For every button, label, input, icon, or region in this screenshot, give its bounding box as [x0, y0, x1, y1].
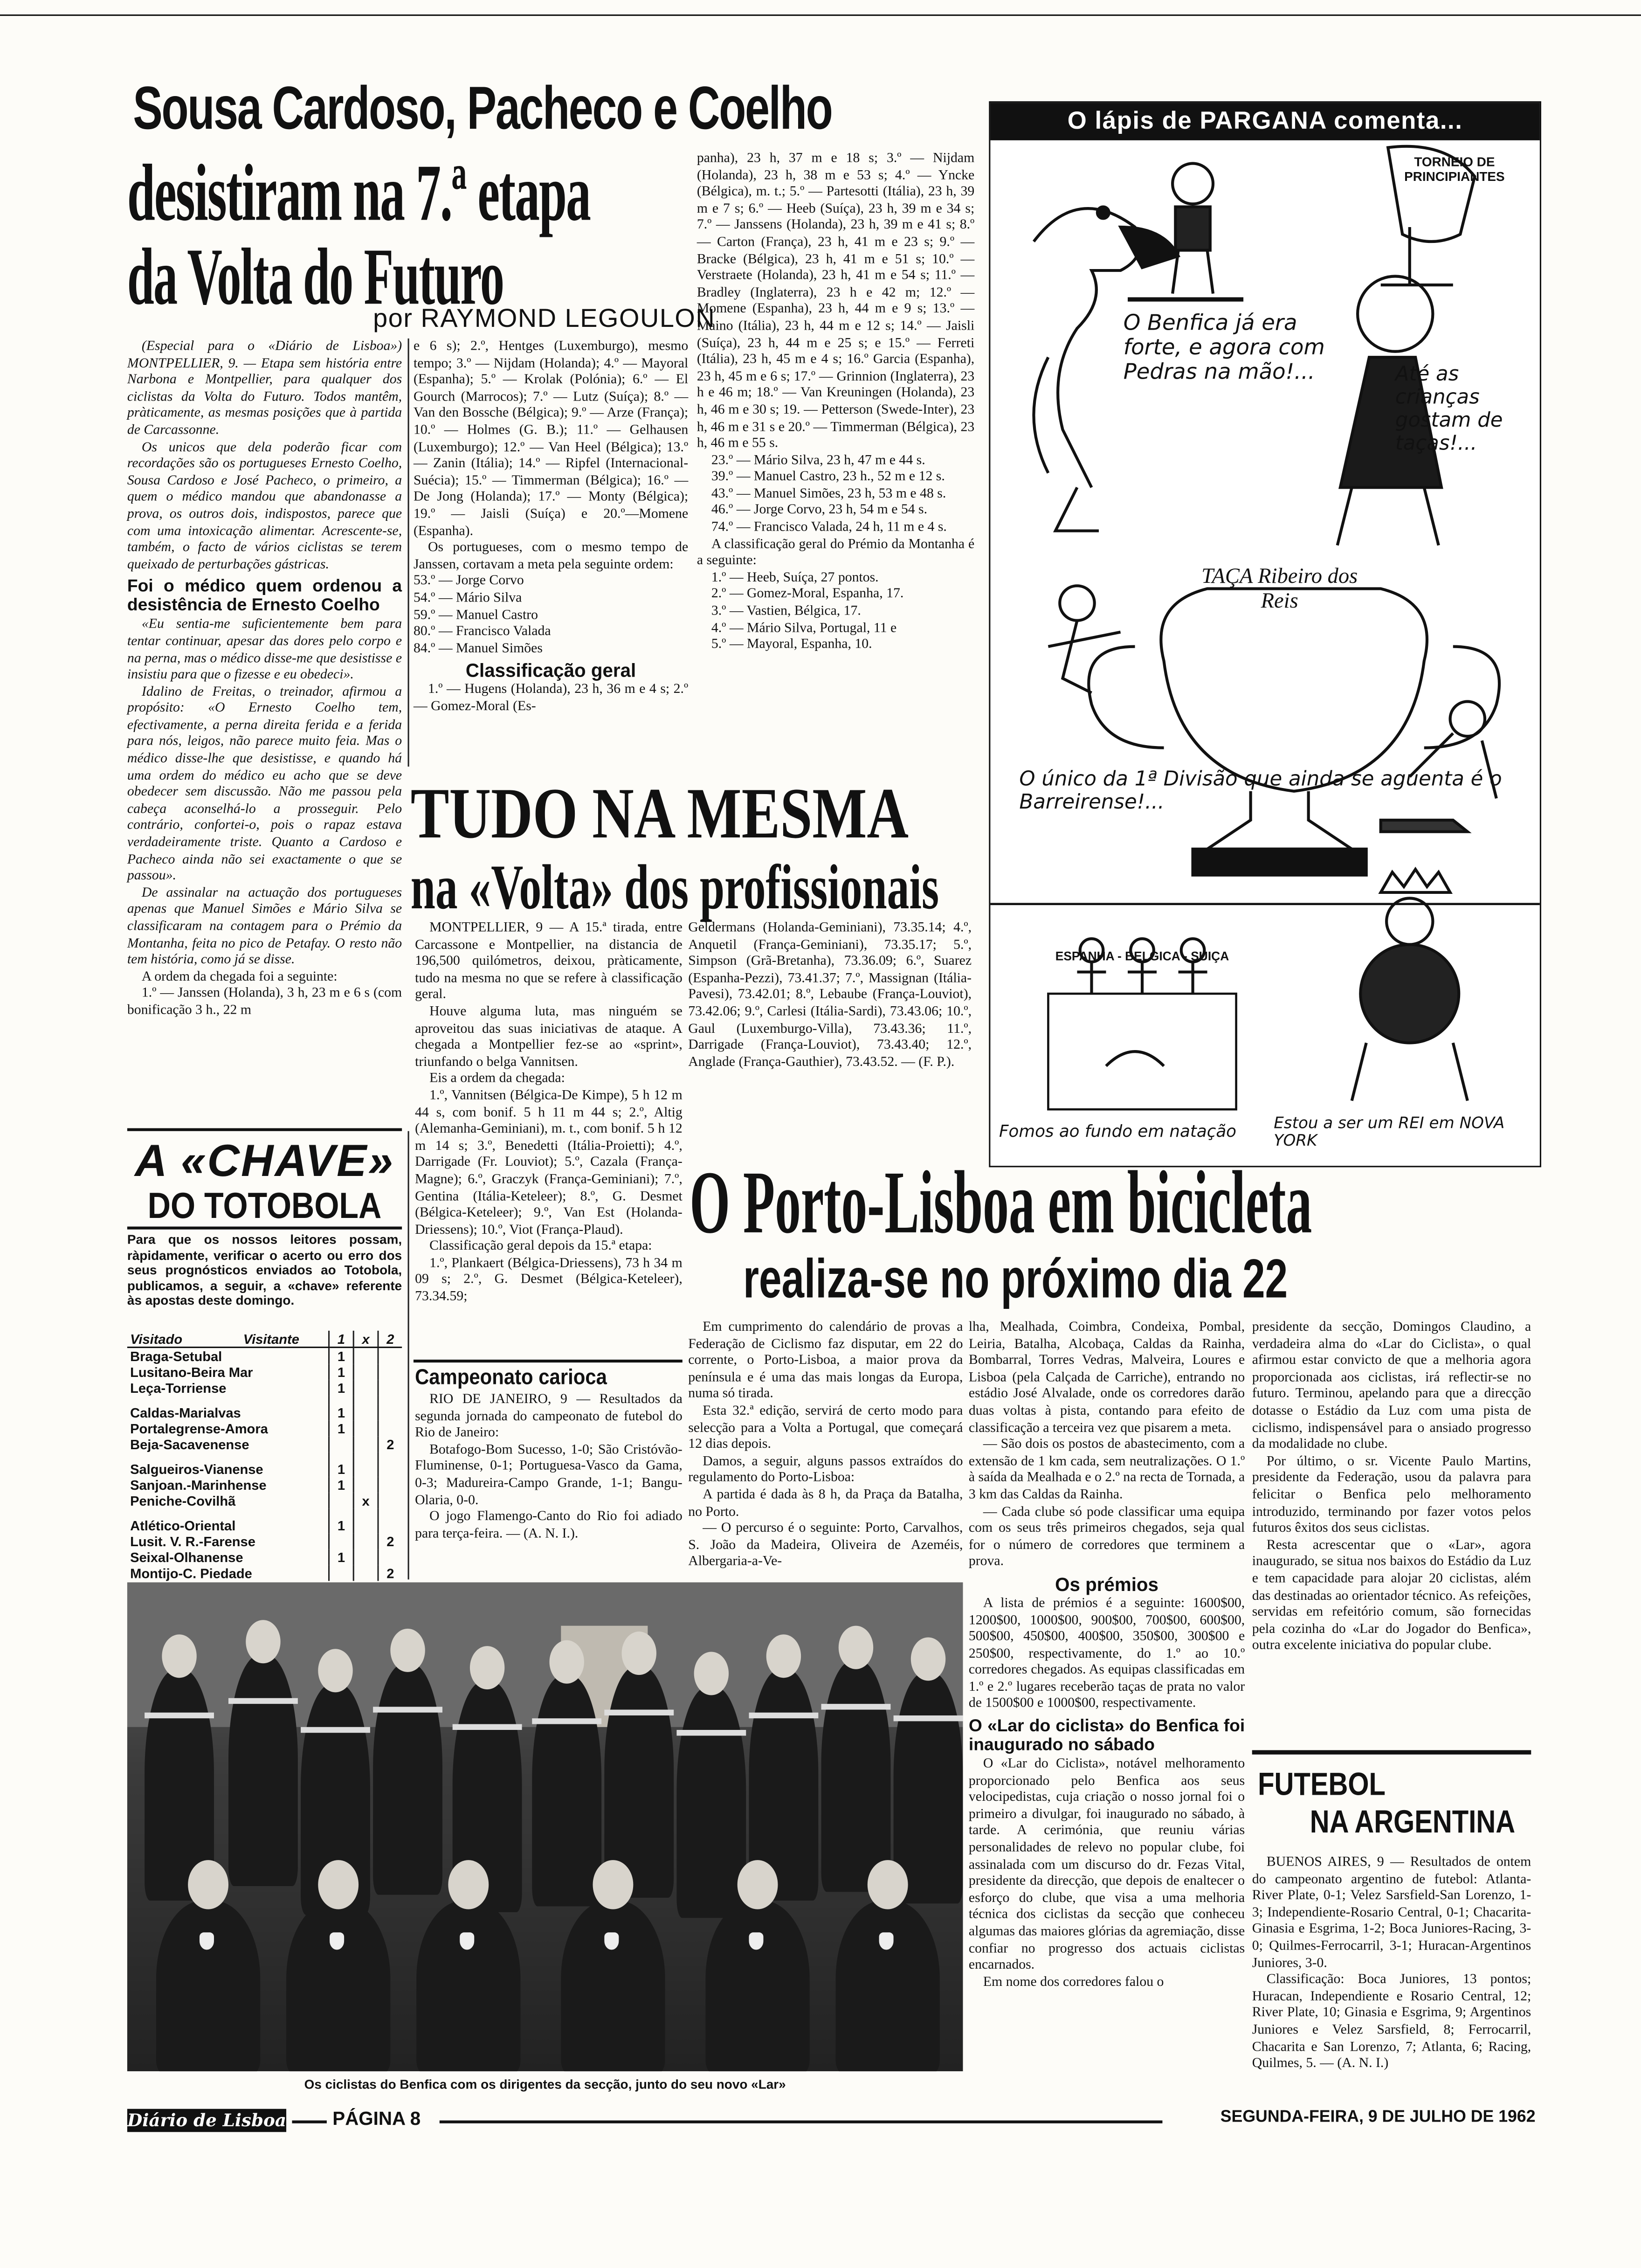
totobola-box [127, 1128, 402, 1230]
totobola-row [127, 1404, 402, 1420]
king-head [1386, 898, 1433, 944]
person-figure [373, 1663, 442, 1895]
cartoon-balloon-1: O Benfica já era forte, e agora com Pedras na mão!... [1123, 309, 1325, 385]
person-figure [821, 1660, 891, 1892]
paragraph: Botafogo-Bom Sucesso, 1-0; São Cristóvão-Fluminense, 0-1; Portuguesa-Vasco da Gama, 0-3; Madureira-Campo Grande, 1-1; Bangu-Olaria, 0-0. [415, 1442, 683, 1508]
carioca-top-rule [414, 1360, 683, 1362]
cartoon-bottom-right: Estou a ser um REI em NOVA YORK [1274, 1113, 1505, 1150]
paragraph: A partida é dada às 8 h, da Praça da Batalha, no Porto. [688, 1487, 963, 1520]
header-2: 2 [378, 1331, 402, 1348]
paragraph: presidente da secção, Domingos Claudino, a verdadeira alma do «Lar do Ciclista», o qual afirmou estar convicto de que a melhoria agora proporcionada aos ciclistas, irá reflectir-se no futuro. Terminou, apelando para que a direcção dotasse o Estádio da Luz com uma pista de ciclismo, indispensável para o ansiado progresso da modalidade no clube. [1252, 1319, 1531, 1452]
paragraph: 4.º — Mário Silva, Portugal, 11 e [711, 620, 897, 636]
eagle-beak [1121, 227, 1179, 268]
person-face [390, 1629, 425, 1672]
article2-column-2 [688, 920, 972, 1071]
kid-head-1 [1060, 586, 1094, 620]
jersey-stripe [145, 1713, 214, 1718]
child-body [1175, 207, 1210, 250]
result-cell [353, 1380, 378, 1396]
paragraph: Em nome dos corredores falou o [983, 1974, 1164, 1990]
person-figure [561, 1901, 665, 2071]
person-face [839, 1626, 873, 1669]
result-cell [353, 1348, 378, 1364]
result-cell [378, 1517, 402, 1533]
result-cell: 2 [378, 1533, 402, 1549]
team-photo [127, 1583, 963, 2071]
match-name: Atlético-Oriental [130, 1517, 236, 1534]
cartoon-drawing [990, 140, 1539, 1166]
jersey-stripe [604, 1710, 674, 1715]
carioca-body [415, 1391, 683, 1542]
result-cell: 1 [329, 1549, 354, 1565]
result-cell [353, 1452, 378, 1461]
result-cell [378, 1404, 402, 1420]
result-cell [378, 1508, 402, 1517]
header-1: 1 [329, 1331, 354, 1348]
match-name [127, 1452, 329, 1461]
paragraph: De assinalar na actuação dos portugueses apenas que Manuel Simões e Mário Silva se classificaram na contagem para o Prémio da Montanha, feita no pico de Petafay. O resto não tem história, como já se disse. [127, 885, 402, 968]
match-name: Montijo-C. Piedade [130, 1565, 252, 1581]
paragraph: A ordem da chegada foi a seguinte: [141, 968, 338, 985]
person-face [162, 1634, 196, 1678]
child-legs [1172, 250, 1213, 294]
result-cell [329, 1452, 354, 1461]
benfica-crest-icon [604, 1932, 619, 1950]
match-name: Lusit. V. R.-Farense [130, 1533, 255, 1549]
paragraph: — Cada clube só pode classificar uma equipa com os seus três primeiros chegados, seja qual for o número de corredores que terminem a prova. [968, 1503, 1245, 1570]
totobola-row [127, 1477, 402, 1493]
result-cell [329, 1396, 354, 1404]
person-face [188, 1860, 228, 1909]
trophy-label: TORNEIO DE PRINCIPIANTES [1404, 154, 1505, 184]
paragraph: A lista de prémios é a seguinte: 1600$00, 1200$00, 1000$00, 900$00, 700$00, 600$00, 500$00, 450$00, 400$00, 350$00, 300$00 e 250$00, respectivamente, do 1.º ao 10.º corredores chegados. As equipas classificadas em 1.º e 2.º lugares receberão taças de prata no valor de 1500$00 e 1000$00, respectivamente. [968, 1595, 1245, 1712]
jersey-stripe [228, 1698, 298, 1704]
photo-caption: Os ciclistas do Benfica com os dirigentes da secção, junto do seu novo «Lar» [304, 2077, 786, 2092]
person-figure [286, 1901, 390, 2071]
person-figure [156, 1901, 260, 2071]
person-figure [416, 1901, 520, 2071]
article1-column-2 [414, 339, 688, 715]
result-cell [329, 1493, 354, 1508]
paragraph: 39.º — Manuel Castro, 23 h., 52 m e 12 s. [711, 469, 945, 485]
result-cell: 2 [378, 1565, 402, 1581]
jersey-stripe [821, 1704, 891, 1709]
paragraph: RIO DE JANEIRO, 9 — Resultados da segunda jornada do campeonato de futebol do Rio de Janeiro: [415, 1391, 683, 1441]
result-cell: 1 [329, 1477, 354, 1493]
article2-headline-1: TUDO NA MESMA [410, 772, 909, 854]
paragraph: Em cumprimento do calendário de provas a Federação de Ciclismo faz disputar, em 22 do corrente, o Porto-Lisboa, a maior prova da península e é uma das mais longas da Europa, numa só tirada. [688, 1319, 963, 1403]
article1-column-1 [127, 339, 402, 1019]
masthead-logo: Diário de Lisboa [127, 2109, 286, 2132]
paragraph: 3.º — Vastien, Bélgica, 17. [711, 603, 861, 619]
totobola-row [127, 1420, 402, 1436]
result-cell [329, 1508, 354, 1517]
benfica-crest-icon [330, 1932, 344, 1950]
person-face [470, 1646, 504, 1689]
match-name: Leça-Torriense [130, 1380, 227, 1396]
paragraph: Idalino de Freitas, o treinador, afirmou a propósito: «O Ernesto Coelho tem, efectivamente, a perna direita ferida e a ferida para nós, leigos, não parece muito feia. Mas o médico disse-lhe que desistisse, e quando há uma ordem do médico eu acho que se deve obedecer sem discussão. Não me passou pela cabeça aconselhá-lo a prosseguir. Pelo contrário, confortei-o, pois o rapaz estava verdadeiramente triste. Quanto a Cardoso e Pacheco ainda não sei exactamente o que se passou». [127, 684, 402, 885]
paragraph: — São dois os postos de abastecimento, com a extensão de 1 km cada, sem neutralizações. O 1.º à saída da Mealhada e o 2.º na recta de Tornada, a 3 km das Caldas da Rainha. [968, 1436, 1245, 1503]
page-date: SEGUNDA-FEIRA, 9 DE JULHO DE 1962 [1220, 2109, 1536, 2126]
result-cell [378, 1380, 402, 1396]
result-cell [353, 1420, 378, 1436]
paragraph: 74.º — Francisco Valada, 24 h, 11 m e 4 s. [711, 519, 947, 535]
benfica-crest-icon [749, 1932, 763, 1950]
result-cell: 1 [329, 1517, 354, 1533]
subheading: Os prémios [1055, 1573, 1158, 1596]
article3-column-1 [688, 1319, 963, 1570]
sunk-swimmer [1106, 1051, 1164, 1066]
paragraph: MONTPELLIER, 9 — A 15.ª tirada, entre Carcassone e Montpellier, na distancia de 196,500 quilómetros, deixou, pràticamente, tudo na mesma no que se refere à classificação geral. [415, 920, 683, 1003]
article1-headline-1: Sousa Cardoso, Pacheco e Coelho [133, 74, 832, 142]
paragraph: 59.º — Manuel Castro [413, 607, 538, 623]
jersey-stripe [749, 1713, 818, 1718]
person-face [911, 1637, 945, 1680]
header-visitado: Visitado [127, 1331, 200, 1348]
paragraph: 23.º — Mário Silva, 23 h, 47 m e 44 s. [711, 452, 925, 469]
totobola-row [127, 1452, 402, 1461]
article2-column-1 [415, 920, 683, 1306]
result-cell [378, 1452, 402, 1461]
person-face [593, 1860, 634, 1909]
paragraph: 1.º — Hugens (Holanda), 23 h, 36 m e 4 s; 2.º — Gomez-Moral (Es- [413, 681, 689, 715]
paragraph: Resta acrescentar que o «Lar», agora inaugurado, se situa nos baixos do Estádio da Luz e tem capacidade para alojar 20 ciclistas, além das destinadas ao orientador técnico. As refeições, servidas em refeitório comum, são fornecidas pela cozinha do «Lar do Jogador do Benfica», outra excelente iniciativa do popular clube. [1252, 1537, 1531, 1654]
person-figure [836, 1901, 940, 2071]
cartoon-banner: O lápis de PARGANA comenta... [990, 103, 1539, 140]
column-rule [408, 339, 409, 767]
jersey-stripe [453, 1724, 522, 1730]
paragraph: 1.º — Janssen (Holanda), 3 h, 23 m e 6 s (com bonificação 3 h., 22 m [127, 985, 402, 1018]
person-face [448, 1860, 489, 1909]
result-cell [378, 1364, 402, 1380]
article1-column-3 [697, 151, 974, 654]
paragraph: Classificação geral depois da 15.ª etapa: [429, 1238, 652, 1255]
totobola-row [127, 1549, 402, 1565]
totobola-row [127, 1396, 402, 1404]
paragraph: panha), 23 h, 37 m e 18 s; 3.º — Nijdam (Holanda), 23 h, 38 m e 53 s; 4.º — Yncke (Bélgica), m. t.; 5.º — Partesotti (Itália), 23 h, 39 m e 7 s; 6.º — Heeb (Suíça), 23 h, 39 m e 34 s; 7.º — Janssens (Holanda), 23 h, 39 m e 41 s; 8.º — Carton (França), 23 h, 41 m e 23 s; 9.º — Bracke (Bélgica), 23 h, 41 m e 51 s; 10.º — Verstraete (Holanda), 23 h, 41 m e 54 s; 11.º — Bradley (Inglaterra), 23 h e 42 m; 12.º — Momene (Espanha), 23 h, 44 m e 9 s; 13.º — Maino (Itália), 23 h, 44 m e 12 s; 14.º — Jaisli (Suíça), 23 h, 44 m e 25 s; e 15.º — Ferreti (Itália), 23 h, 45 m e 4 s; 16.º Garcia (Espanha), 23 h, 45 m e 6 s; 17.º — Grinnion (Inglaterra), 23 h e 46 m; 18.º — Van Kreuningen (Holanda), 23 h, 46 m e 30 s; 19. — Petterson (Swede-Inter), 23 h, 46 m e 31 s e 20.º — Timmerman (Bélgica), 23 h, 46 m e 55 s. [696, 150, 975, 452]
benfica-crest-icon [879, 1932, 894, 1950]
result-cell [353, 1396, 378, 1404]
totobola-row [127, 1380, 402, 1396]
person-face [766, 1634, 801, 1678]
paragraph: Esta 32.ª edição, servirá de certo modo para selecção para a Volta a Portugal, que começará 12 dias depois. [688, 1403, 963, 1452]
crown [1381, 869, 1450, 892]
totobola-row [127, 1461, 402, 1477]
article3-headline-2: realiza-se no próximo dia 22 [743, 1250, 1288, 1311]
result-cell [353, 1461, 378, 1477]
eagle-eye [1097, 207, 1109, 219]
totobola-title-2: DO TOTOBOLA [147, 1186, 382, 1227]
paragraph: Os unicos que dela poderão ficar com recordações são os portugueses Ernesto Coelho, Sousa Cardoso e José Pacheco, o primeiro, a quem o médico mandou que abandonasse a prova, os outros dois, indispostos, parece que com uma intoxicação alimentar. Acrescente-se, também, o facto de vários ciclistas se terem queixado de perturbações gástricas. [127, 439, 402, 573]
lying-kid [1381, 820, 1468, 832]
paragraph: BUENOS AIRES, 9 — Resultados de ontem do campeonato argentino de futebol: Atlanta-River Plate, 0-1; Velez Sarsfield-San Lorenzo, 1-3; Independiente-Rosario Central, 0-1; Chacarita-Ginasia e Esgrima, 1-2; Boca Juniores-Racing, 3-0; Quilmes-Ferrocarril, 3-1; Huracan-Argentinos Juniores, 3-0. [1252, 1854, 1531, 1971]
result-cell: 1 [329, 1348, 354, 1364]
jersey-stripe [301, 1727, 370, 1733]
result-cell: x [353, 1493, 378, 1508]
totobola-table-wrap [127, 1331, 402, 1581]
totobola-row [127, 1436, 402, 1452]
result-cell [378, 1396, 402, 1404]
totobola-row [127, 1565, 402, 1581]
match-name [127, 1508, 329, 1517]
totobola-row [127, 1508, 402, 1517]
article1-headline-2: desistiram na 7.ª etapa [127, 149, 590, 239]
eagle-legs [1034, 357, 1099, 531]
totobola-row [127, 1533, 402, 1549]
result-cell: 1 [329, 1461, 354, 1477]
person-figure [676, 1687, 746, 1918]
result-cell [378, 1549, 402, 1565]
person-figure [705, 1901, 809, 2071]
paragraph: — O percurso é o seguinte: Porto, Carvalhos, S. João da Madeira, Oliveira de Azeméis, Albergaria-a-Ve- [688, 1520, 963, 1570]
paragraph: Os portugueses, com o mesmo tempo de Janssen, cortavam a meta pela seguinte ordem: [413, 539, 689, 573]
paragraph: Eis a ordem da chegada: [429, 1071, 565, 1087]
result-cell [378, 1477, 402, 1493]
cup-handle-right [1424, 647, 1499, 748]
match-name: Peniche-Covilhã [130, 1493, 236, 1509]
carioca-title: Campeonato carioca [415, 1365, 607, 1390]
paragraph: A classificação geral do Prémio da Montanha é a seguinte: [696, 536, 975, 569]
paragraph: 54.º — Mário Silva [413, 590, 522, 606]
totobola-row [127, 1364, 402, 1380]
article3-column-3 [1252, 1319, 1531, 1654]
result-cell [353, 1364, 378, 1380]
footer-rule [440, 2121, 1163, 2123]
countries-label: ESPANHA - BELGICA - SUIÇA [1055, 948, 1229, 963]
match-name: Braga-Setubal [130, 1348, 222, 1364]
result-cell [353, 1565, 378, 1581]
benfica-crest-icon [200, 1932, 214, 1950]
paragraph: 2.º — Gomez-Moral, Espanha, 17. [711, 586, 904, 602]
paragraph: 1.º, Plankaert (Bélgica-Driessens), 73 h 34 m 09 s; 2.º, G. Desmet (Bélgica-Keteleer), 73.34.59; [415, 1255, 683, 1305]
result-cell: 1 [329, 1404, 354, 1420]
match-name: Seixal-Olhanense [130, 1549, 243, 1565]
article1-byline: por RAYMOND LEGOULON [373, 304, 716, 333]
totobola-row [127, 1348, 402, 1364]
paragraph: Houve alguma luta, mas ninguém se aproveitou das suas iniciativas de ataque. A chegada a Montpellier fez-se ao «sprint», triunfando o belga Vannitsen. [415, 1003, 683, 1070]
match-name [127, 1396, 329, 1404]
top-rule [0, 14, 1641, 16]
result-cell [353, 1436, 378, 1452]
totobola-row [127, 1517, 402, 1533]
result-cell [378, 1461, 402, 1477]
argentina-top-rule [1252, 1750, 1531, 1754]
cup-handle-left [1089, 647, 1164, 748]
person-face [738, 1860, 778, 1909]
person-face [318, 1649, 352, 1692]
article2-headline-2: na «Volta» dos profissionais [410, 852, 939, 923]
paragraph: O jogo Flamengo-Canto do Rio foi adiado para terça-feira. — (A. N. I.). [415, 1508, 683, 1542]
column-rule [408, 1131, 409, 1580]
header-visitante: Visitante [200, 1331, 329, 1348]
cartoon-balloon-2: Até as crianças gostam de taças!... [1395, 363, 1503, 456]
match-name: Salgueiros-Vianense [130, 1461, 263, 1477]
kid-body-1 [1048, 621, 1120, 693]
result-cell [353, 1477, 378, 1493]
person-face [246, 1620, 280, 1663]
paragraph: 84.º — Manuel Simões [413, 640, 543, 657]
paragraph: «Eu sentia-me suficientemente bem para tentar continuar, apesar das dores pelo corpo e na perna, mas o médico disse-me que desistisse e insistiu para que o fizesse e eu obedeci». [127, 616, 402, 683]
paragraph: O «Lar do Ciclista», notável melhoramento proporcionado pelo Benfica aos seus velocipedistas, cuja criação o nosso jornal foi o primeiro a divulgar, foi inaugurado no sábado, à tarde. A cerimónia, que reuniu várias personalidades de relevo no popular clube, foi assinalada com um discurso do dr. Fezas Vital, presidente da direcção, que depois de enaltecer o esforço do clube, que visa a uma melhoria técnica dos ciclistas da secção que conheceu algumas das maiores glórias da agremiação, disse confiar no progresso dos actuais ciclistas encarnados. [968, 1756, 1245, 1973]
paragraph: 80.º — Francisco Valada [413, 623, 551, 640]
person-figure [532, 1675, 601, 1906]
result-cell [329, 1436, 354, 1452]
result-cell [329, 1565, 354, 1581]
header-x: x [353, 1331, 378, 1348]
match-name: Sanjoan.-Marinhense [130, 1477, 267, 1493]
boy-legs [1338, 487, 1439, 545]
article3-column-2 [969, 1319, 1245, 1991]
jersey-stripe [532, 1718, 601, 1724]
subheading: Classificação geral [465, 660, 636, 682]
subheading: O «Lar do ciclista» do Benfica foi inaugurado no sábado [968, 1715, 1245, 1755]
paragraph: 43.º — Manuel Simões, 23 h, 53 m e 48 s. [711, 485, 946, 502]
paragraph: 1.º, Vannitsen (Bélgica-De Kimpe), 5 h 12 m 44 s, com bonif. 5 h 11 m 44 s; 2.º, Altig (Alemanha-Geminiani), m. t., com bonif. 5 h 12 m 14 s; 3.º, Benedetti (Itália-Proietti); 4.º, Darrigade (Fr. Louviot); 5.º, Cazala (França-Magne); 6.º, Graczyk (França-Geminiani); 7.º, Gentina (Itália-Keteleer); 8.º, G. Desmet (Bélgica-Keteleer); 9.º, Van Est (Holanda-Driessens); 10.º, Viot (França-Plaud). [415, 1087, 683, 1238]
person-face [318, 1860, 359, 1909]
paragraph: e 6 s); 2.º, Hentges (Luxemburgo), mesmo tempo; 3.º — Nijdam (Holanda); 4.º — Mayoral (Espanha); 5.º — Krolak (Polónia); 6.º — El Gourch (Marrocos); 7.º — Lutz (Suíça); 8.º — Van den Bossche (Bélgica); 9.º — Arze (França); 10.º — Holmes (G. B.); 11.º — Gelhausen (Luxemburgo); 12.º — Van Heel (Bélgica); 13.º — Zanin (Itália); 14.º — Ripfel (Internacional-Suécia); 15.º — Timmerman (Bélgica); 16.º — De Jong (Holanda); 17.º — Monty (Bélgica); 19.º — Jaisli (Suíça) e 20.º—Momene (Espanha). [413, 338, 689, 539]
person-figure [228, 1655, 298, 1886]
paragraph: 1.º — Heeb, Suíça, 27 pontos. [711, 569, 879, 586]
paragraph: 53.º — Jorge Corvo [413, 573, 524, 589]
person-face [549, 1640, 584, 1684]
result-cell [353, 1533, 378, 1549]
paragraph: (Especial para o «Diário de Lisboa») MONTPELLIER, 9. — Etapa sem história entre Narbona e Montpellier, para qualquer dos ciclistas da Volta do Futuro. Todos mantêm, pràticamente, as mesmas posições que à partida de Carcassonne. [127, 338, 402, 438]
argentina-title-1: FUTEBOL [1258, 1766, 1386, 1803]
paragraph: Por último, o sr. Vicente Paulo Martins, presidente da Federação, usou da palavra para felicitar o Benfica pelo melhoramento introduzido, terminando por fazer votos pelos futuros êxitos dos seus ciclistas. [1252, 1453, 1531, 1536]
jersey-stripe [373, 1707, 442, 1712]
cup-label: TAÇA Ribeiro dos Reis [1201, 565, 1358, 614]
result-cell [378, 1348, 402, 1364]
match-name: Caldas-Marialvas [130, 1404, 241, 1421]
totobola-table [127, 1331, 402, 1581]
paragraph: Classificação: Boca Juniores, 13 pontos; Huracan, Independiente e Rosario Central, 12; River Plate, 10; Ginasia e Esgrima, 9; Argentinos Juniores e Velez Sarsfield, 8; Ferrocarril, Chacarita e San Lorenzo, 7; Atlanta, 6; Racing, Quilmes, 5. — (A. N. I.) [1252, 1971, 1531, 2072]
result-cell [353, 1508, 378, 1517]
argentina-title-2: NA ARGENTINA [1310, 1804, 1516, 1840]
match-name: Beja-Sacavenense [130, 1436, 249, 1452]
result-cell [353, 1517, 378, 1533]
totobola-intro: Para que os nossos leitores possam, ràpidamente, verificar o acerto ou erro dos seus prognósticos enviados ao Totobola, publicamos, a seguir, a «chave» referente às apostas deste domingo. [127, 1232, 402, 1308]
kid-head-2 [1450, 701, 1485, 736]
article1-headline-3: da Volta do Futuro [127, 233, 504, 323]
person-face [868, 1860, 908, 1909]
result-cell: 1 [329, 1420, 354, 1436]
jersey-stripe [894, 1715, 963, 1721]
footer-rule [292, 2121, 326, 2123]
benfica-crest-icon [460, 1932, 474, 1950]
result-cell [378, 1493, 402, 1508]
paragraph: 5.º — Mayoral, Espanha, 10. [711, 636, 872, 653]
king-body [1360, 945, 1459, 1043]
paragraph: lha, Mealhada, Coimbra, Condeixa, Pombal, Leiria, Batalha, Alcobaça, Caldas da Rainha, Bombarral, Torres Vedras, Malveira, Loures e Lisboa (pela Calçada de Carriche), entrando no estádio José Alvalade, onde os corredores darão duas voltas à pista, contando para efeito de classificação a terceira vez que pisarem a meta. [968, 1319, 1245, 1436]
article3-headline-1: O Porto-Lisboa em bicicleta [689, 1154, 1312, 1253]
subheading: Foi o médico quem ordenou a desistência de Ernesto Coelho [127, 576, 402, 615]
argentina-body [1252, 1854, 1531, 2073]
result-cell [378, 1420, 402, 1436]
cartoon-bottom-left: Fomos ao fundo em natação [999, 1121, 1236, 1141]
person-face [622, 1632, 656, 1675]
boy-head [1358, 276, 1433, 351]
paragraph: Geldermans (Holanda-Geminiani), 73.35.14; 4.º, Anquetil (França-Geminiani), 73.35.17; 5.º, Simpson (Grã-Bretanha), 73.36.09; 6.º, Suarez (Espanha-Pezzi), 73.41.37; 7.º, Massignan (Itália-Pavesi), 73.42.01; 8.º, Lebaube (França-Louviot), 73.42.06; 9.º, Carlesi (Itália-Sardi), 73.43.06; 10.º, Gaul (Luxemburgo-Villa), 73.43.36; 11.º, Darrigade (França-Louviot), 73.43.40; 12.º, Anglade (França-Gauthier), 73.43.52. — (F. P.). [688, 920, 972, 1070]
child-head [1172, 164, 1213, 204]
match-name: Portalegrense-Amora [130, 1420, 268, 1437]
cartoon-caption: O único da 1ª Divisão que ainda se aguenta é o Barreirense!... [1019, 768, 1502, 815]
result-cell [353, 1549, 378, 1565]
result-cell: 1 [329, 1380, 354, 1396]
person-figure [894, 1672, 963, 1903]
page-number: PÁGINA 8 [332, 2107, 421, 2130]
king-legs [1352, 1043, 1468, 1101]
big-cup [1161, 589, 1427, 791]
paragraph: 46.º — Jorge Corvo, 23 h, 54 m e 54 s. [711, 502, 928, 519]
totobola-row [127, 1493, 402, 1508]
result-cell: 2 [378, 1436, 402, 1452]
totobola-title-1: A «CHAVE» [135, 1135, 394, 1186]
paragraph: Damos, a seguir, alguns passos extraídos do regulamento do Porto-Lisboa: [688, 1453, 963, 1486]
cup-base [1193, 849, 1366, 875]
jersey-stripe [676, 1730, 746, 1736]
result-cell [353, 1404, 378, 1420]
cartoon-frame [989, 101, 1541, 1167]
person-face [694, 1652, 729, 1695]
result-cell: 1 [329, 1364, 354, 1380]
match-name: Lusitano-Beira Mar [130, 1364, 253, 1380]
result-cell [329, 1533, 354, 1549]
